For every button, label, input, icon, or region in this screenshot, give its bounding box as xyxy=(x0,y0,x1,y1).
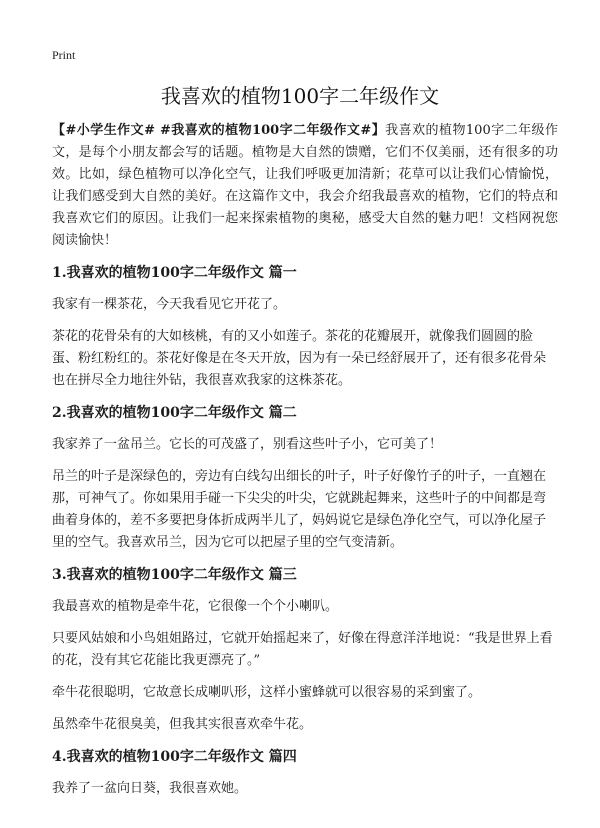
section-1-paragraph-2: 茶花的花骨朵有的大如核桃，有的又小如莲子。茶花的花瓣展开，就像我们圆圆的脸蛋、粉红粉红的。茶花好像是在冬天开放，因为有一朵已经舒展开了，还有很多花骨朵也在拼尽全力地往外钻，我很喜欢我家的这株茶花。 xyxy=(52,329,547,388)
intro-text: 我喜欢的植物100字二年级作文，是每个小朋友都会写的话题。植物是大自然的馈赠，它们不仅美丽，还有很多的功效。比如，绿色植物可以净化空气，让我们呼吸更加清新；花草可以让我们心情愉悦，让我们感受到大自然的美好。在这篇作文中，我会介绍我最喜欢的植物，它们的特点和我喜欢它们的原因。让我们一起来探索植物的奥秘，感受大自然的魅力吧！文档网祝您阅读愉快！ xyxy=(52,123,558,248)
section-3-paragraph-3: 牵牛花很聪明，它故意长成喇叭形，这样小蜜蜂就可以很容易的采到蜜了。 xyxy=(52,685,482,700)
article-body xyxy=(52,120,558,810)
section-2-paragraph-2: 吊兰的叶子是深绿色的，旁边有白线勾出细长的叶子，叶子好像竹子的叶子，一直翘在那，可神气了。你如果用手碰一下尖尖的叶尖，它就跳起舞来，这些叶子的中间都是弯曲着身体的，差不多要把身体折成两半儿了，妈妈说它是绿色净化空气，可以净化屋子里的空气。我喜欢吊兰，因为它可以把屋子里的空气变清新。 xyxy=(52,469,547,550)
section-2-paragraph-1: 我家养了一盆吊兰。它长的可茂盛了，别看这些叶子小，它可美了！ xyxy=(52,437,443,452)
print-link[interactable]: Print xyxy=(52,48,76,62)
section-3-paragraph-4: 虽然牵牛花很臭美，但我其实很喜欢牵牛花。 xyxy=(52,717,313,732)
section-3-paragraph-1: 我最喜欢的植物是牵牛花，它很像一个个小喇叭。 xyxy=(52,599,339,614)
section-3-paragraph-2: 只要风姑娘和小鸟姐姐路过，它就开始摇起来了，好像在得意洋洋地说：“我是世界上看的花，没有其它花能比我更漂亮了。” xyxy=(52,631,553,668)
section-heading-3: 3.我喜欢的植物100字二年级作文 篇三 xyxy=(52,567,297,583)
section-heading-4: 4.我喜欢的植物100字二年级作文 篇四 xyxy=(52,749,297,765)
intro-tag: 【#小学生作文# #我喜欢的植物100字二年级作文#】 xyxy=(52,123,386,138)
section-4-paragraph-1: 我养了一盆向日葵，我很喜欢她。 xyxy=(52,781,248,796)
page-title: 我喜欢的植物100字二年级作文 xyxy=(160,84,440,108)
section-heading-1: 1.我喜欢的植物100字二年级作文 篇一 xyxy=(52,265,297,281)
intro-paragraph xyxy=(52,120,558,252)
section-heading-2: 2.我喜欢的植物100字二年级作文 篇二 xyxy=(52,405,297,421)
section-1-paragraph-1: 我家有一棵茶花，今天我看见它开花了。 xyxy=(52,297,287,312)
